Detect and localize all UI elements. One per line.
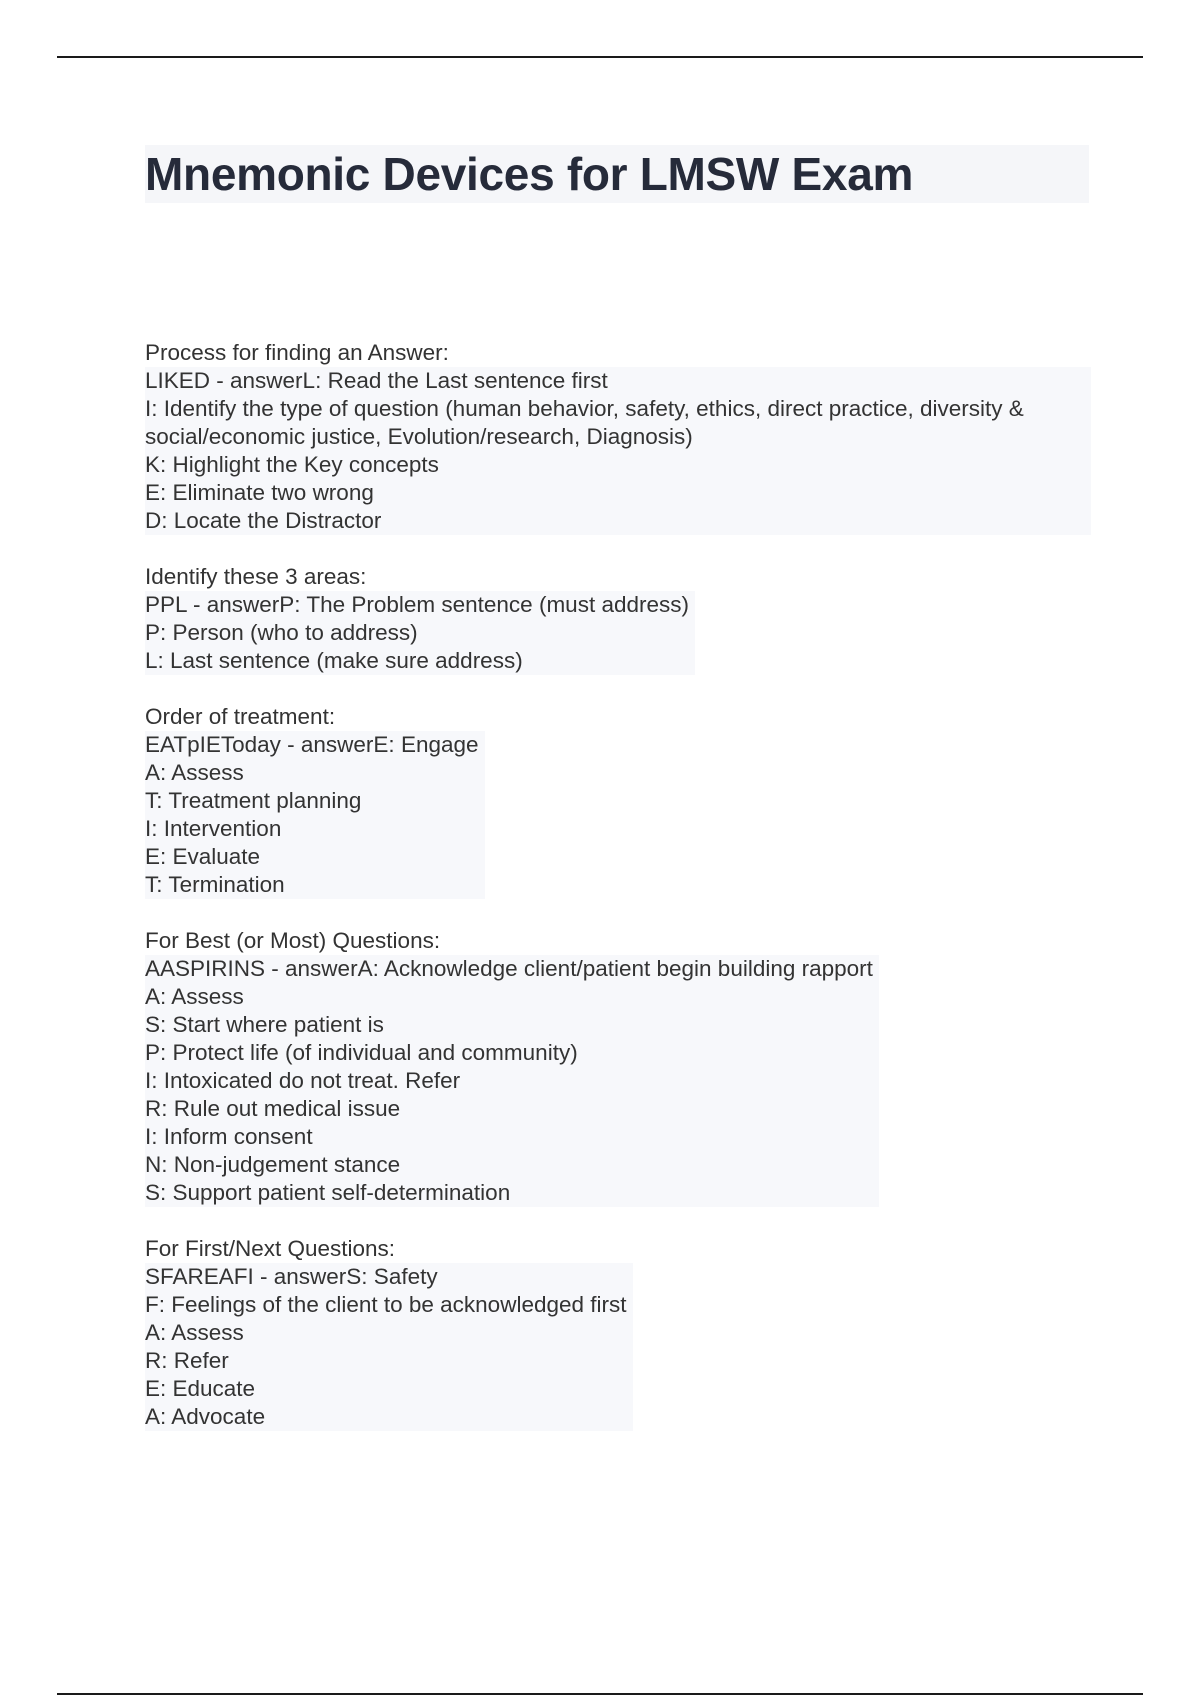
section-identify-three-areas [145, 563, 1085, 675]
mnemonic-line: A: Assess [145, 760, 244, 785]
mnemonic-line: AASPIRINS - answerA: Acknowledge client/patient begin building rapport [145, 956, 873, 981]
mnemonic-line: R: Refer [145, 1348, 229, 1373]
section-heading: For First/Next Questions: [145, 1236, 396, 1261]
section-first-next-questions [145, 1235, 1085, 1431]
section-body [145, 731, 485, 899]
top-rule [57, 56, 1143, 58]
mnemonic-line: T: Termination [145, 872, 285, 897]
mnemonic-line: L: Last sentence (make sure address) [145, 648, 523, 673]
section-body [145, 367, 1091, 535]
mnemonic-line: EATpIEToday - answerE: Engage [145, 732, 479, 757]
mnemonic-line: N: Non-judgement stance [145, 1152, 401, 1177]
section-body [145, 591, 695, 675]
mnemonic-line: R: Rule out medical issue [145, 1096, 401, 1121]
mnemonic-line: I: Inform consent [145, 1124, 313, 1149]
section-best-or-most-questions [145, 927, 1085, 1207]
section-body [145, 1263, 633, 1431]
mnemonic-line: P: Person (who to address) [145, 620, 418, 645]
bottom-rule [57, 1693, 1143, 1695]
mnemonic-line: E: Educate [145, 1376, 256, 1401]
mnemonic-line: I: Identify the type of question (human behavior, safety, ethics, direct practice, diversity & social/economic justice, Evolution/research, Diagnosis) [145, 396, 1024, 449]
section-body [145, 955, 879, 1207]
page-title: Mnemonic Devices for LMSW Exam [145, 148, 914, 200]
mnemonic-line: P: Protect life (of individual and community) [145, 1040, 578, 1065]
mnemonic-line: K: Highlight the Key concepts [145, 452, 439, 477]
title-block [145, 145, 1089, 203]
mnemonic-line: A: Advocate [145, 1404, 266, 1429]
section-heading: For Best (or Most) Questions: [145, 928, 441, 953]
mnemonic-line: LIKED - answerL: Read the Last sentence first [145, 368, 608, 393]
mnemonic-line: SFAREAFI - answerS: Safety [145, 1264, 438, 1289]
section-order-of-treatment [145, 703, 1085, 899]
mnemonic-line: S: Start where patient is [145, 1012, 384, 1037]
mnemonic-line: A: Assess [145, 1320, 244, 1345]
mnemonic-line: D: Locate the Distractor [145, 508, 382, 533]
section-process-for-finding-answer [145, 339, 1085, 535]
mnemonic-line: I: Intoxicated do not treat. Refer [145, 1068, 461, 1093]
section-heading: Process for finding an Answer: [145, 340, 449, 365]
mnemonic-line: T: Treatment planning [145, 788, 362, 813]
section-heading: Identify these 3 areas: [145, 564, 367, 589]
mnemonic-line: F: Feelings of the client to be acknowledged first [145, 1292, 627, 1317]
mnemonic-line: A: Assess [145, 984, 244, 1009]
mnemonic-line: PPL - answerP: The Problem sentence (must address) [145, 592, 689, 617]
document-body [145, 339, 1085, 1459]
mnemonic-line: E: Evaluate [145, 844, 261, 869]
mnemonic-line: S: Support patient self-determination [145, 1180, 511, 1205]
mnemonic-line: I: Intervention [145, 816, 282, 841]
section-heading: Order of treatment: [145, 704, 336, 729]
mnemonic-line: E: Eliminate two wrong [145, 480, 374, 505]
